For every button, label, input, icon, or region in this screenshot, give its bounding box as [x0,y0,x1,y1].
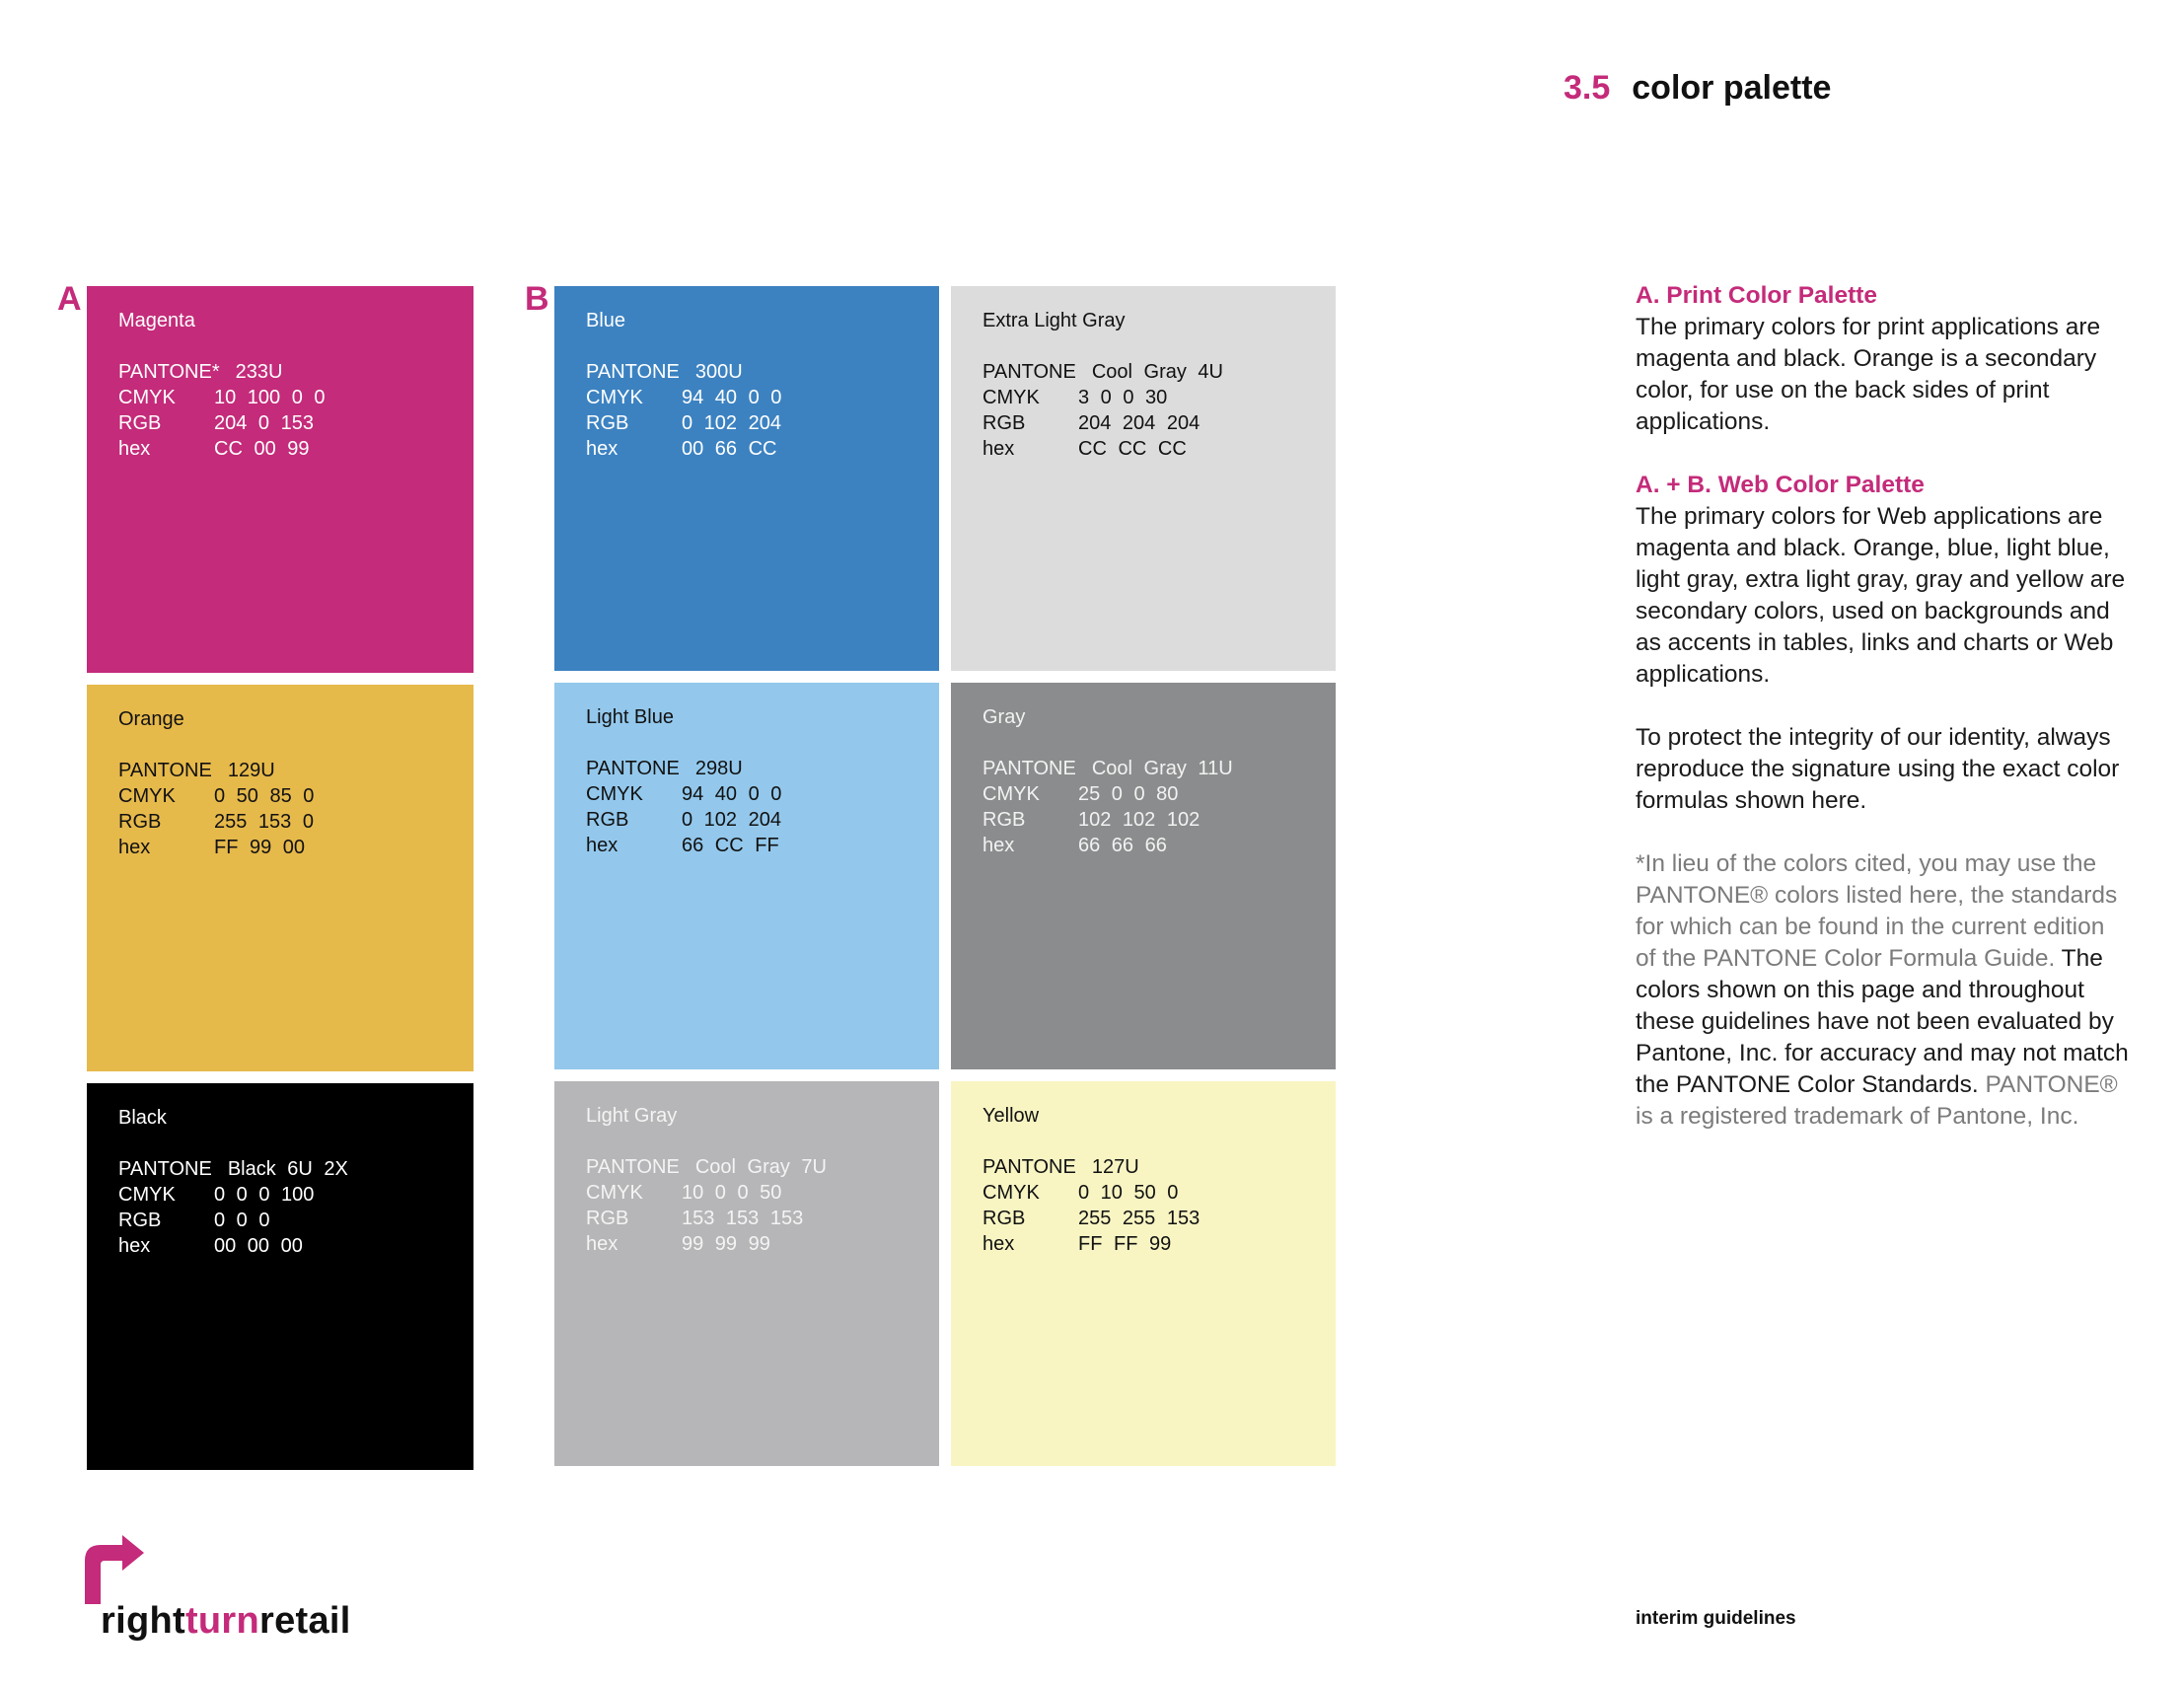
spec-value: 94 40 0 0 [682,387,782,408]
swatch-light-gray [554,1081,939,1466]
logo-word-turn: turn [184,1600,260,1642]
swatch-yellow [951,1081,1336,1466]
section-number: 3.5 [1564,69,1611,107]
logo-word-right: right [101,1600,185,1642]
spec-label: hex [586,835,619,856]
web-palette-heading: A. + B. Web Color Palette [1636,472,1925,498]
spec-label: hex [983,1233,1015,1255]
spec-label: RGB [983,412,1026,434]
hex-row [983,1231,1336,1257]
cmyk-row [586,385,939,410]
swatch-name: Light Gray [586,1105,678,1127]
spec-label: CMYK [118,387,176,408]
print-palette-text: The primary colors for print applications are magenta and black. Orange is a secondary color, for use on the back sides of print applications. [1636,314,2101,435]
swatch-name: Extra Light Gray [983,310,1126,331]
cmyk-row [118,783,473,809]
spec-label: RGB [983,809,1026,831]
spec-label: PANTONE* [118,361,220,383]
swatch-gray [951,683,1336,1069]
rgb-row [586,1206,939,1231]
spec-label: PANTONE [118,1158,212,1180]
spec-value: 10 0 0 50 [682,1182,782,1204]
spec-label: RGB [586,412,629,434]
spec-label: hex [118,837,151,858]
rgb-row [983,1206,1336,1231]
spec-value: FF 99 00 [214,837,306,858]
spec-value: CC 00 99 [214,438,310,460]
hex-row [983,833,1336,858]
spec-value: 153 153 153 [682,1208,804,1229]
swatch-black [87,1083,473,1470]
spec-label: hex [118,438,151,460]
spec-label: CMYK [586,783,643,805]
spec-value: 102 102 102 [1078,809,1201,831]
spec-label: CMYK [983,387,1040,408]
swatch-name: Magenta [118,310,195,331]
cmyk-row [586,1180,939,1206]
spec-value: 127U [1091,1156,1139,1178]
swatch-name: Orange [118,708,184,730]
swatch-name: Black [118,1107,167,1129]
pantone-row [586,756,939,781]
cmyk-row [118,385,473,410]
spec-value: 255 255 153 [1078,1208,1201,1229]
swatch-light-blue [554,683,939,1069]
swatch-extra-light-gray [951,286,1336,671]
pantone-note-part2: The colors shown on this page and throughout these guidelines have not been evaluated by Pantone, Inc. for accuracy and may not match the PANTONE Color Standards. [1636,945,2129,1098]
spec-label: CMYK [118,1184,176,1206]
rgb-row [586,807,939,833]
pantone-row [586,1154,939,1180]
spec-value: 0 102 204 [682,809,781,831]
logo-word-retail: retail [259,1600,351,1642]
spec-label: CMYK [983,1182,1040,1204]
spec-value: CC CC CC [1078,438,1187,460]
web-palette-text: The primary colors for Web applications are magenta and black. Orange, blue, light blue, light gray, extra light gray, gray and yellow are secondary colors, used on backgrounds and as accents in tables, links and charts or Web applications. [1636,503,2126,688]
spec-value: Black 6U 2X [227,1158,348,1180]
hex-row [586,833,939,858]
sidebar [1636,280,2129,1164]
footer-label: interim guidelines [1636,1608,1796,1629]
logo-wordmark [101,1600,351,1643]
spec-value: 0 10 50 0 [1078,1182,1179,1204]
rgb-row [586,410,939,436]
spec-label: hex [118,1235,151,1257]
spec-label: PANTONE [586,758,680,779]
spec-value: 00 00 00 [214,1235,303,1257]
spec-value: 0 0 0 100 [214,1184,315,1206]
spec-value: 0 50 85 0 [214,785,315,807]
spec-value: 298U [694,758,743,779]
spec-label: CMYK [983,783,1040,805]
hex-row [586,1231,939,1257]
spec-value: FF FF 99 [1078,1233,1172,1255]
cmyk-row [983,781,1336,807]
group-label-b: B [525,280,549,318]
spec-label: RGB [118,412,162,434]
spec-value: 0 102 204 [682,412,781,434]
spec-label: hex [586,1233,619,1255]
cmyk-row [118,1182,473,1208]
print-palette-heading: A. Print Color Palette [1636,282,1878,309]
spec-label: hex [983,438,1015,460]
spec-label: PANTONE [118,760,212,781]
pantone-row [118,758,473,783]
spec-label: PANTONE [983,361,1076,383]
spec-value: Cool Gray 4U [1091,361,1223,383]
spec-value: 300U [694,361,743,383]
pantone-row [983,1154,1336,1180]
spec-value: 99 99 99 [682,1233,770,1255]
rgb-row [118,410,473,436]
turn-arrow-icon [81,1527,150,1604]
section-heading [1564,69,1831,108]
spec-label: RGB [983,1208,1026,1229]
cmyk-row [983,385,1336,410]
spec-value: Cool Gray 11U [1091,758,1233,779]
spec-value: 204 204 204 [1078,412,1201,434]
spec-label: RGB [586,1208,629,1229]
cmyk-row [983,1180,1336,1206]
pantone-note-part1: *In lieu of the colors cited, you may use the PANTONE® colors listed here, the standards for which can be found in the current edition of the PANTONE Color Formula Guide. [1636,850,2118,972]
spec-value: 66 CC FF [682,835,779,856]
pantone-row [118,359,473,385]
hex-row [586,436,939,462]
spec-value: 204 0 153 [214,412,314,434]
pantone-row [983,756,1336,781]
integrity-text: To protect the integrity of our identity, always reproduce the signature using the exact color formulas shown here. [1636,724,2120,814]
hex-row [118,835,473,860]
spec-value: 25 0 0 80 [1078,783,1179,805]
swatch-blue [554,286,939,671]
swatch-name: Light Blue [586,706,674,728]
spec-label: hex [586,438,619,460]
spec-value: 10 100 0 0 [214,387,326,408]
spec-value: 233U [235,361,283,383]
swatch-magenta [87,286,473,673]
spec-value: 255 153 0 [214,811,314,833]
swatch-name: Blue [586,310,626,331]
spec-label: RGB [118,1210,162,1231]
swatch-name: Yellow [983,1105,1040,1127]
pantone-row [586,359,939,385]
spec-label: CMYK [118,785,176,807]
rgb-row [118,1208,473,1233]
spec-value: 0 0 0 [214,1210,270,1231]
cmyk-row [586,781,939,807]
swatch-name: Gray [983,706,1026,728]
spec-label: CMYK [586,387,643,408]
spec-label: PANTONE [983,758,1076,779]
rgb-row [983,807,1336,833]
pantone-note [1636,848,2129,1133]
spec-value: 00 66 CC [682,438,777,460]
spec-value: 129U [227,760,275,781]
spec-label: PANTONE [983,1156,1076,1178]
rgb-row [118,809,473,835]
spec-value: Cool Gray 7U [694,1156,827,1178]
pantone-row [118,1156,473,1182]
hex-row [983,436,1336,462]
spec-label: PANTONE [586,1156,680,1178]
spec-label: PANTONE [586,361,680,383]
page-title: color palette [1632,69,1832,107]
spec-label: hex [983,835,1015,856]
spec-value: 3 0 0 30 [1078,387,1168,408]
hex-row [118,1233,473,1259]
pantone-note-part3: PANTONE® is a registered trademark of Pantone, Inc. [1636,1071,2118,1130]
rgb-row [983,410,1336,436]
group-label-a: A [57,280,82,318]
spec-value: 94 40 0 0 [682,783,782,805]
spec-value: 66 66 66 [1078,835,1167,856]
spec-label: RGB [118,811,162,833]
hex-row [118,436,473,462]
spec-label: CMYK [586,1182,643,1204]
swatch-orange [87,685,473,1071]
pantone-row [983,359,1336,385]
spec-label: RGB [586,809,629,831]
